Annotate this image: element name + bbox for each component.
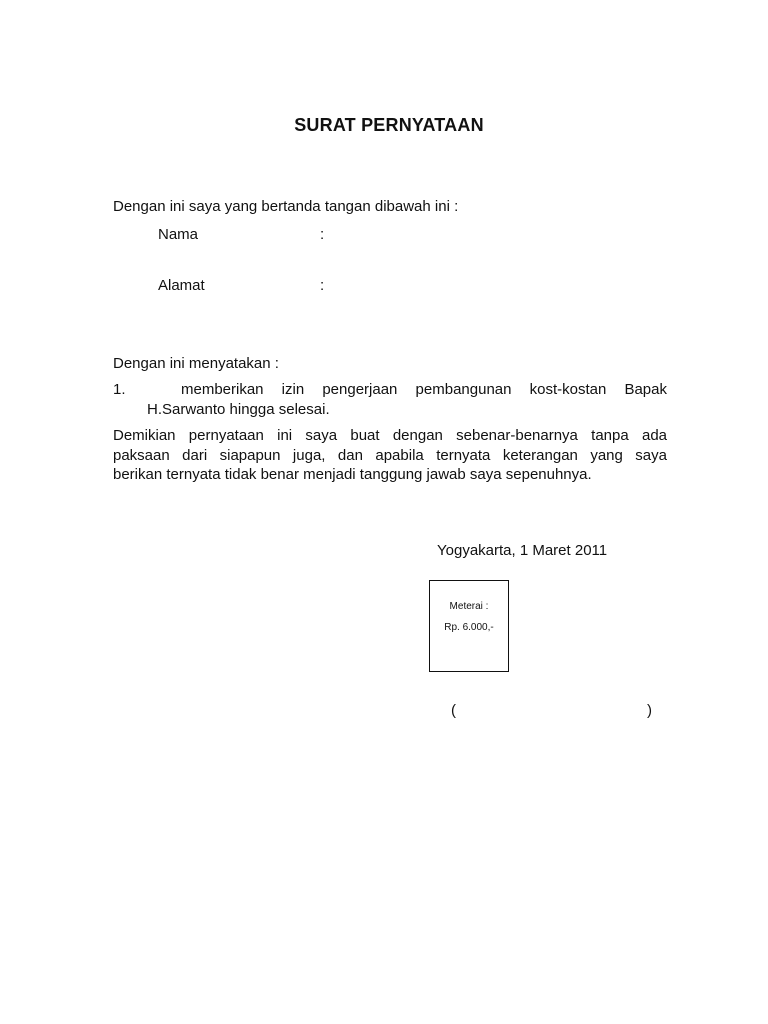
- nama-colon: :: [320, 226, 325, 243]
- list-item-number: 1.: [113, 381, 126, 398]
- signature-open-paren: (: [451, 702, 456, 719]
- stamp-amount: Rp. 6.000,-: [444, 622, 494, 633]
- closing-line-3: berikan ternyata tidak benar menjadi tanggung jawab saya sepenuhnya.: [113, 466, 592, 483]
- closing-line-1: Demikian pernyataan ini saya buat dengan sebenar-benarnya tanpa ada: [113, 427, 667, 444]
- nama-label: Nama: [158, 226, 199, 243]
- closing-line-2: paksaan dari siapapun juga, dan apabila ternyata keterangan yang saya: [113, 446, 667, 464]
- signature-close-paren: ): [647, 702, 652, 719]
- stamp-box: [429, 580, 509, 672]
- list-item-text-line1: [181, 380, 667, 400]
- list-item-text-line1-content: memberikan izin pengerjaan pembangunan kost-kostan Bapak: [181, 381, 667, 398]
- alamat-label: Alamat: [158, 277, 205, 294]
- place-date: Yogyakarta, 1 Maret 2011: [437, 542, 608, 559]
- alamat-colon: :: [320, 277, 325, 294]
- list-item-text-line2: H.Sarwanto hingga selesai.: [147, 401, 330, 418]
- statement-intro: Dengan ini menyatakan :: [113, 355, 279, 372]
- document-title: SURAT PERNYATAAN: [294, 115, 484, 135]
- intro-text: Dengan ini saya yang bertanda tangan dibawah ini :: [113, 198, 459, 215]
- stamp-label: Meterai :: [449, 601, 489, 612]
- closing-paragraph: [113, 426, 667, 485]
